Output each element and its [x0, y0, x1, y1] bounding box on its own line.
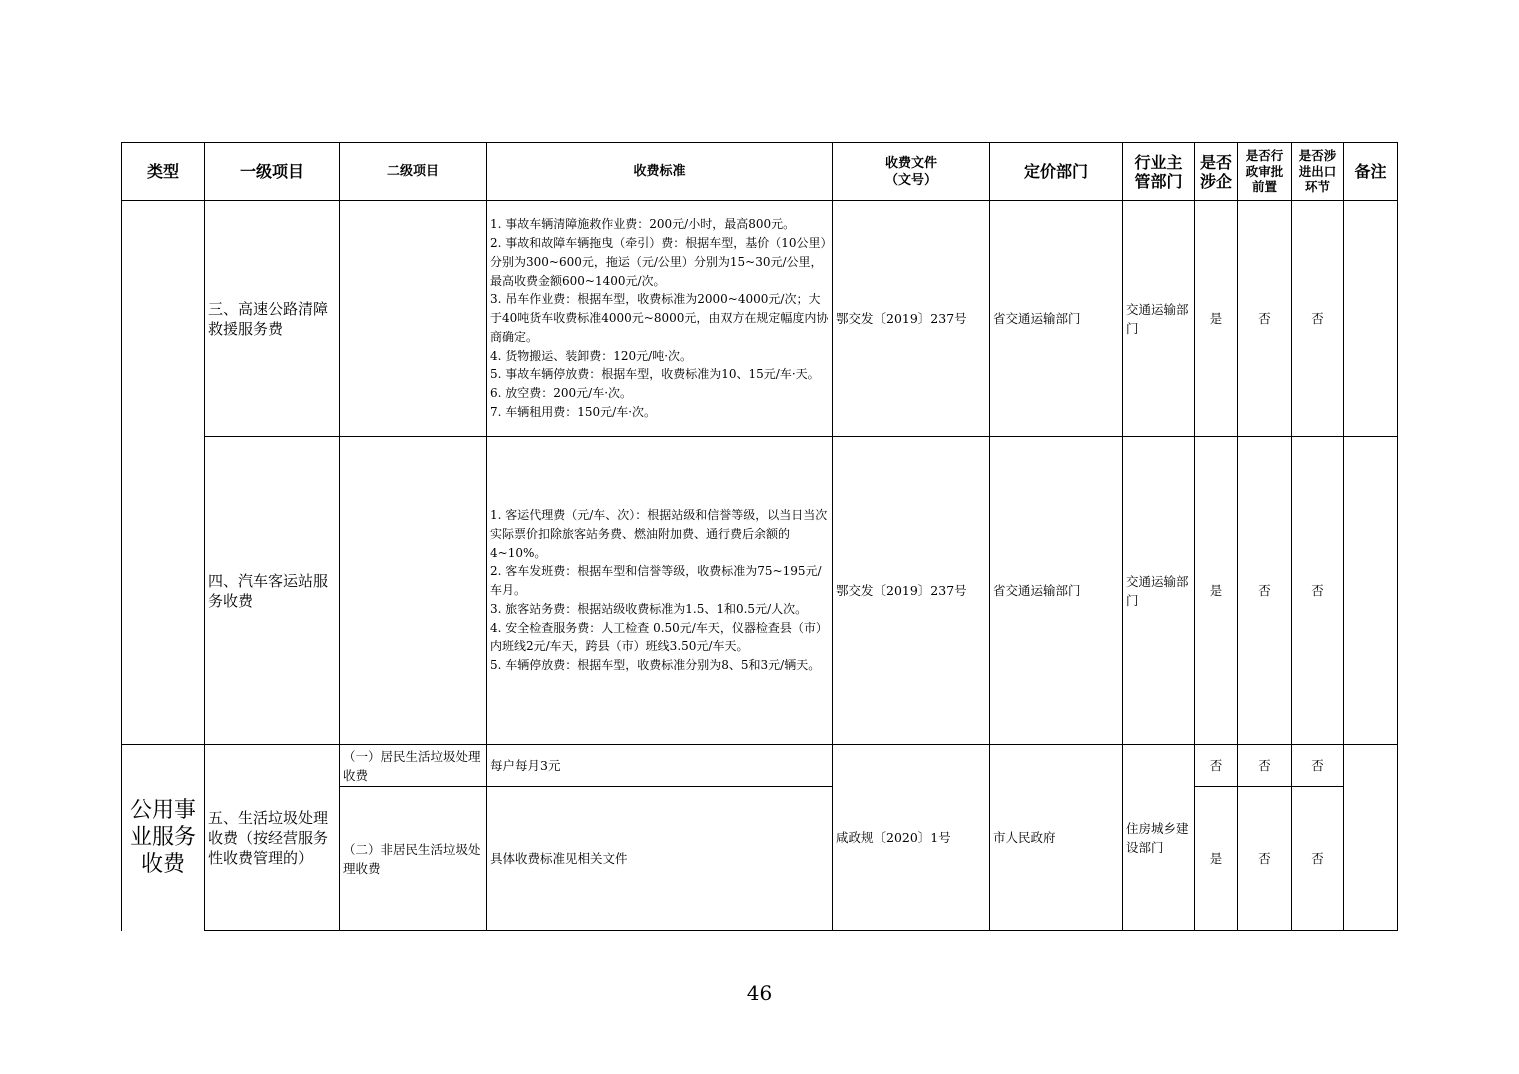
level2-cell: （二）非居民生活垃圾处理收费: [340, 787, 487, 931]
header-approval: 是否行 政审批 前置: [1238, 143, 1292, 201]
level1-cell: 三、高速公路清障救援服务费: [205, 201, 340, 437]
industry-dept-cell: 住房城乡建设部门: [1123, 745, 1195, 931]
header-enterprise: 是否 涉企: [1195, 143, 1238, 201]
enterprise-cell: 是: [1195, 787, 1238, 931]
table-row: [122, 437, 1398, 745]
header-level1: 一级项目: [205, 143, 340, 201]
document-cell: 鄂交发〔2019〕237号: [833, 437, 990, 745]
standard-cell: [487, 201, 833, 437]
type-cell: 公用事业服务收费: [122, 745, 205, 931]
standard-line: 4. 安全检查服务费：人工检查 0.50元/车天，仪器检查县（市）内班线2元/车天，跨县（市）班线3.50元/车天。: [490, 620, 828, 654]
standard-line: 6. 放空费：200元/车·次。: [490, 386, 633, 401]
industry-dept-cell: 交通运输部门: [1123, 437, 1195, 745]
enterprise-cell: 否: [1195, 745, 1238, 787]
standard-cell: [487, 437, 833, 745]
header-pricing-dept: 定价部门: [990, 143, 1123, 201]
standard-line: 4. 货物搬运、装卸费：120元/吨·次。: [490, 348, 693, 363]
header-industry-dept: 行业主 管部门: [1123, 143, 1195, 201]
standard-line: 2. 客车发班费：根据车型和信誉等级，收费标准为75~195元/车月。: [490, 564, 822, 598]
standard-line: 5. 车辆停放费：根据车型，收费标准分别为8、5和3元/辆天。: [490, 658, 821, 673]
header-document: 收费文件 （文号）: [833, 143, 990, 201]
approval-cell: 否: [1238, 437, 1292, 745]
fee-table: [121, 142, 1398, 931]
remarks-cell: [1344, 437, 1398, 745]
enterprise-cell: 是: [1195, 437, 1238, 745]
pricing-dept-cell: 市人民政府: [990, 745, 1123, 931]
remarks-cell: [1344, 201, 1398, 437]
table-row: [122, 201, 1398, 437]
pricing-dept-cell: 省交通运输部门: [990, 201, 1123, 437]
level2-cell: [340, 201, 487, 437]
header-standard: 收费标准: [487, 143, 833, 201]
standard-line: 2. 事故和故障车辆拖曳（牵引）费：根据车型，基价（10公里）分别为300~600元，拖运（元/公里）分别为15~30元/公里，最高收费金额600~1400元/次。: [490, 235, 827, 288]
standard-line: 5. 事故车辆停放费：根据车型，收费标准为10、15元/车·天。: [490, 367, 820, 382]
header-row: [122, 143, 1398, 201]
pricing-dept-cell: 省交通运输部门: [990, 437, 1123, 745]
header-type: 类型: [122, 143, 205, 201]
page-number: 46: [746, 981, 773, 1005]
document-cell: 鄂交发〔2019〕237号: [833, 201, 990, 437]
remarks-cell: [1344, 745, 1398, 931]
level2-cell: （一）居民生活垃圾处理收费: [340, 745, 487, 787]
industry-dept-cell: 交通运输部门: [1123, 201, 1195, 437]
header-remarks: 备注: [1344, 143, 1398, 201]
header-import-export: 是否涉 进出口 环节: [1292, 143, 1344, 201]
standard-line: 3. 吊车作业费：根据车型，收费标准为2000~4000元/次；大于40吨货车收费标准4000元~8000元，由双方在规定幅度内协商确定。: [490, 292, 829, 344]
standard-line: 7. 车辆租用费：150元/车·次。: [490, 405, 657, 420]
table-row: [122, 745, 1398, 787]
standard-line: 1. 客运代理费（元/车、次）：根据站级和信誉等级，以当日当次实际票价扣除旅客站务费、燃油附加费、通行费后余额的4~10%。: [490, 507, 828, 560]
import-export-cell: 否: [1292, 201, 1344, 437]
standard-cell: 具体收费标准见相关文件: [487, 787, 833, 931]
level1-cell: 五、生活垃圾处理收费（按经营服务性收费管理的）: [205, 745, 340, 931]
import-export-cell: 否: [1292, 745, 1344, 787]
document-cell: 咸政规〔2020〕1号: [833, 745, 990, 931]
standard-cell: 每户每月3元: [487, 745, 833, 787]
header-level2: 二级项目: [340, 143, 487, 201]
enterprise-cell: 是: [1195, 201, 1238, 437]
approval-cell: 否: [1238, 201, 1292, 437]
import-export-cell: 否: [1292, 437, 1344, 745]
approval-cell: 否: [1238, 787, 1292, 931]
approval-cell: 否: [1238, 745, 1292, 787]
standard-line: 1. 事故车辆清障施救作业费：200元/小时，最高800元。: [490, 217, 796, 232]
type-cell-continued: [122, 201, 205, 745]
level1-cell: 四、汽车客运站服务收费: [205, 437, 340, 745]
import-export-cell: 否: [1292, 787, 1344, 931]
standard-line: 3. 旅客站务费：根据站级收费标准为1.5、1和0.5元/人次。: [490, 601, 808, 616]
level2-cell: [340, 437, 487, 745]
